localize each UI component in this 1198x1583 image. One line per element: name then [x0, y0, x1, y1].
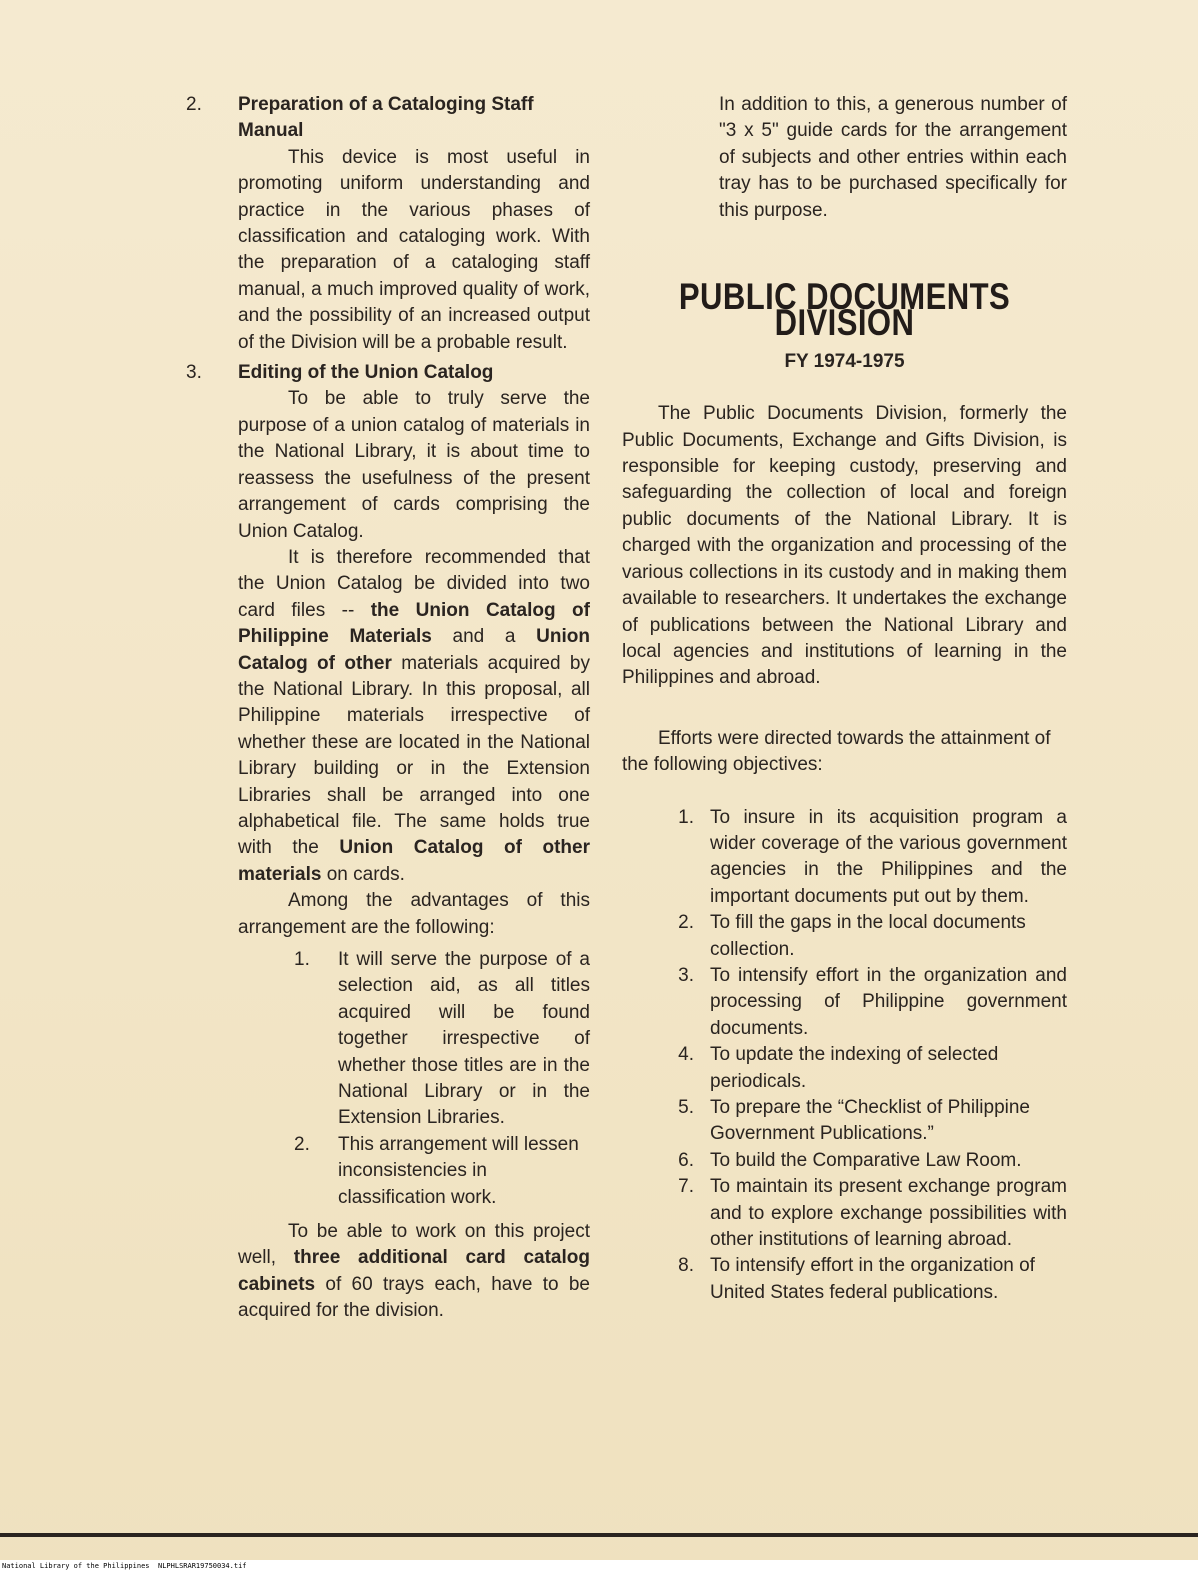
objective-item: 4. To update the indexing of selected periodicals. — [678, 1044, 999, 1092]
item-number: 3. — [186, 362, 202, 384]
advantage-item: 2. This arrangement will lessen inconsistencies in classification work. — [294, 1133, 579, 1208]
item-3 — [186, 360, 590, 1325]
item-number: 2. — [186, 94, 202, 115]
objective-item: 2. To fill the gaps in the local documents collection. — [678, 912, 1026, 960]
scan-footer — [0, 1560, 1198, 1583]
item-paragraph: It is therefore recommended that the Union Catalog be divided into two card files -- the Union Catalog of Philippine Materials and a Union Catalog of other materials acquired by the National Library. In this proposal, all Philippine materials irrespective of whether these are located in the National Library building or in the Extension Libraries shall be arranged into one alphabetical file. The same holds true with the Union Catalog of other materials on cards. — [238, 546, 591, 885]
efforts-paragraph: Efforts were directed towards the attainment of the following objectives: — [622, 727, 1051, 776]
section-title: PUBLIC DOCUMENTS DIVISION — [678, 276, 1011, 344]
objective-item: 3. To intensify effort in the organization and processing of Philippine government documents. — [678, 964, 1067, 1039]
footer-source: National Library of the Philippines — [2, 1562, 150, 1570]
fiscal-year: FY 1974-1975 — [784, 350, 905, 372]
right-column — [622, 92, 1067, 1306]
item-paragraph: To be able to work on this project well, three additional card catalog cabinets of 60 trays each, have to be acquired for the division. — [238, 1221, 590, 1322]
objective-item: 1. To insure in its acquisition program a wider coverage of the various government agencies in the Philippines and the important documents put out by them. — [678, 806, 1067, 907]
advantage-item: 1. It will serve the purpose of a selection aid, as all titles acquired will be found together irrespective of whether those titles are in the National Library or in the Extension Libraries. — [294, 949, 590, 1129]
item-paragraph: To be able to truly serve the purpose of a union catalog of materials in the National Library, it is about time to reassess the usefulness of the present arrangement of cards comprising the Union Catalog. — [238, 388, 590, 542]
item-2 — [186, 92, 590, 356]
continued-paragraph: In addition to this, a generous number of "3 x 5" guide cards for the arrangement of subjects and other entries within each tray has to be purchased specifically for this purpose. — [719, 94, 1067, 221]
objectives-list — [672, 805, 1067, 1307]
item-heading: Preparation of a Cataloging Staff Manual — [238, 94, 534, 142]
bottom-rule — [0, 1533, 1198, 1537]
intro-paragraph: The Public Documents Division, formerly the Public Documents, Exchange and Gifts Division, is responsible for keeping custody, preserving and safeguarding the collection of local and foreign public documents of the National Library. It is charged with the organization and processing of the various collections in its custody and in making them available to researchers. It undertakes the exchange of publications between the National Library and local agencies and institutions of learning in the Philippines and abroad. — [622, 403, 1067, 689]
item-paragraph: Among the advantages of this arrangement are the following: — [238, 890, 590, 938]
item-paragraph: This device is most useful in promoting uniform understanding and practice in the various phases of classification and cataloging work. With the preparation of a cataloging staff manual, a much improved quality of work, and the possibility of an increased output of the Division will be a probable result. — [238, 146, 590, 353]
objective-item: 6. To build the Comparative Law Room. — [678, 1149, 1022, 1171]
item-heading: Editing of the Union Catalog — [238, 362, 494, 384]
objective-item: 5. To prepare the “Checklist of Philippine Government Publications.” — [678, 1097, 1031, 1145]
left-column — [186, 92, 590, 1325]
objective-item: 7. To maintain its present exchange program and to explore exchange possibilities with other institutions of learning abroad. — [678, 1176, 1067, 1251]
footer-filename: NLPHLSRAR19750034.tif — [158, 1562, 247, 1570]
objective-item: 8. To intensify effort in the organization of United States federal publications. — [678, 1255, 1035, 1303]
